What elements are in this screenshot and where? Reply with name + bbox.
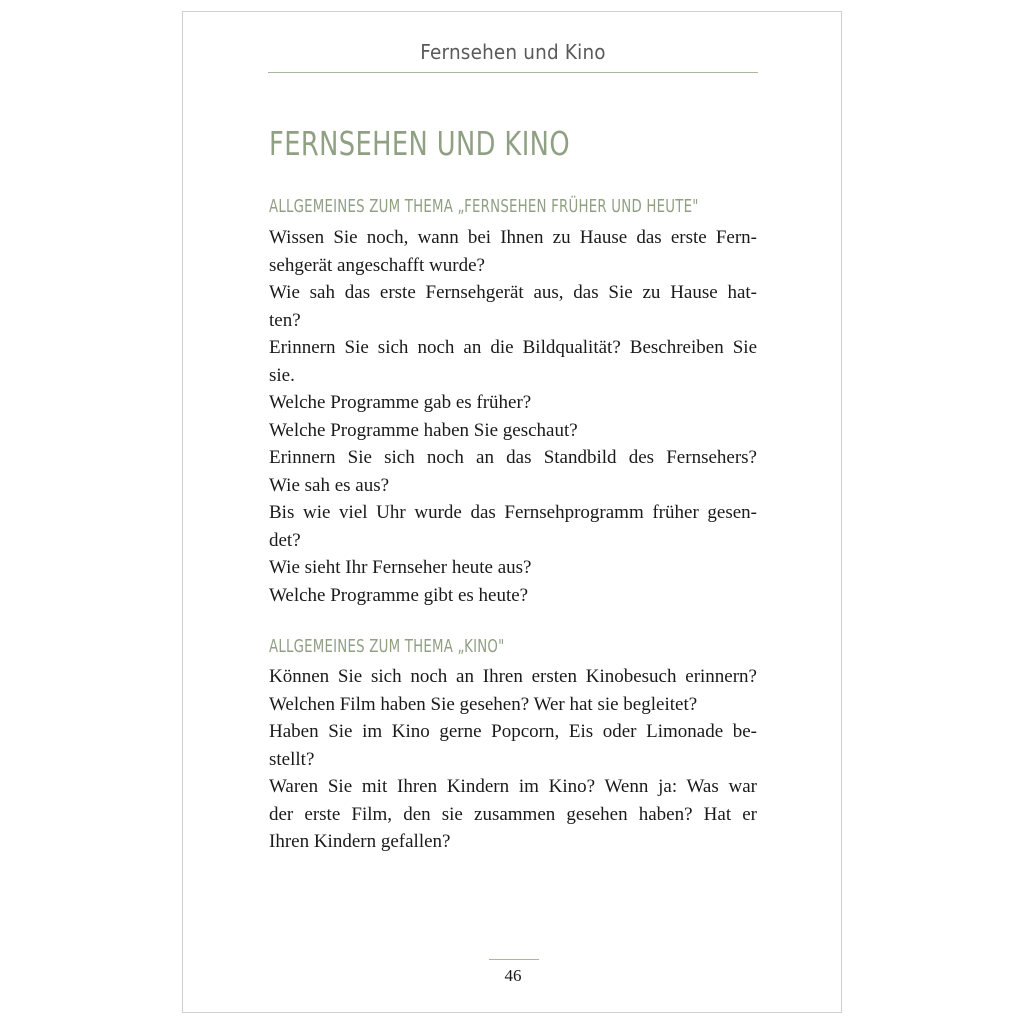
text-line: stellt? xyxy=(269,748,315,770)
text-line: Waren Sie mit Ihren Kindern im Kino? Wenn ja: Was war xyxy=(269,776,757,797)
text-line: det? xyxy=(269,529,301,551)
text-line: Welche Programme gab es früher? xyxy=(269,392,532,413)
text-line: Erinnern Sie sich noch an die Bildqualität? Beschreiben Sie xyxy=(269,337,757,358)
text-line: Bis wie viel Uhr wurde das Fernsehprogramm früher gesen- xyxy=(269,502,757,523)
text-line: Ihren Kindern gefallen? xyxy=(269,831,451,852)
text-line: Können Sie sich noch an Ihren ersten Kinobesuch erinnern? xyxy=(269,666,757,687)
text-line: Wie sah es aus? xyxy=(269,474,390,496)
text-line: Haben Sie im Kino gerne Popcorn, Eis oder Limonade be- xyxy=(269,721,757,742)
running-head: Fernsehen und Kino xyxy=(420,40,606,64)
text-line: Erinnern Sie sich noch an das Standbild des Fernsehers? xyxy=(269,447,757,468)
text-line: Welchen Film haben Sie gesehen? Wer hat sie begleitet? xyxy=(269,693,698,715)
section-heading-cinema: ALLGEMEINES ZUM THEMA „KINO" xyxy=(269,636,505,657)
text-line: Welche Programme gibt es heute? xyxy=(269,584,529,606)
text-line: Wie sah das erste Fernsehgerät aus, das Sie zu Hause hat- xyxy=(269,282,757,303)
chapter-title: FERNSEHEN UND KINO xyxy=(269,124,570,163)
text-line: sie. xyxy=(269,364,295,386)
text-line: Welche Programme haben Sie geschaut? xyxy=(269,419,578,441)
text-line: Wie sieht Ihr Fernseher heute aus? xyxy=(269,557,532,578)
section-body-tv xyxy=(269,224,757,609)
section-heading-tv: ALLGEMEINES ZUM THEMA „FERNSEHEN FRÜHER UND HEUTE" xyxy=(269,196,699,217)
book-page xyxy=(182,11,842,1013)
page-number: 46 xyxy=(504,966,522,985)
header-rule xyxy=(268,72,758,73)
text-line: sehgerät angeschafft wurde? xyxy=(269,254,485,276)
footer-rule xyxy=(489,959,539,960)
text-line: der erste Film, den sie zusammen gesehen haben? Hat er xyxy=(269,803,757,825)
text-line: Wissen Sie noch, wann bei Ihnen zu Hause das erste Fern- xyxy=(269,227,757,248)
section-body-cinema xyxy=(269,663,757,856)
text-line: ten? xyxy=(269,309,301,331)
